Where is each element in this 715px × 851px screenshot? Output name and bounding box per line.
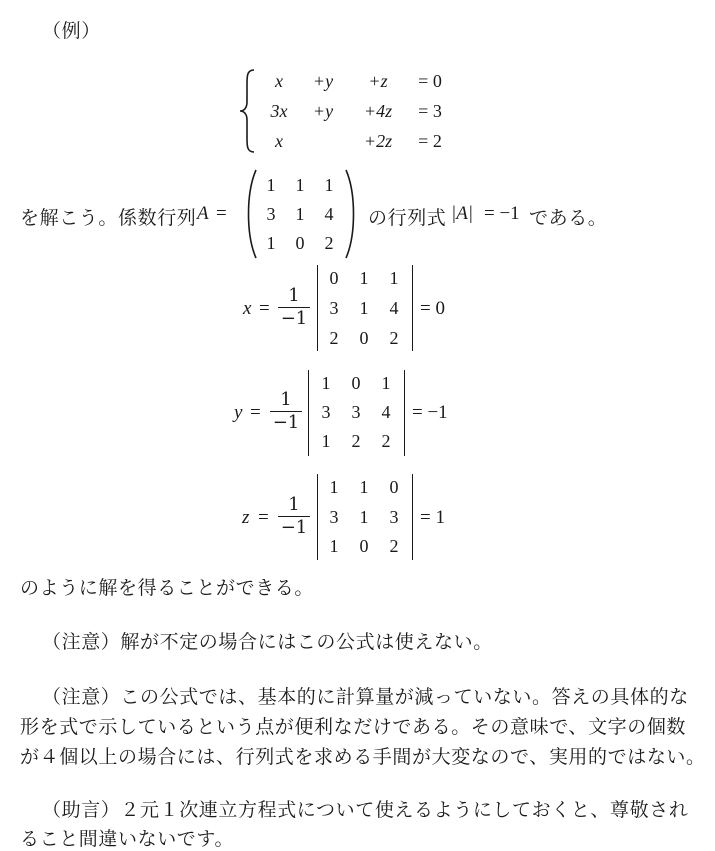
sx-r3-c1: 2 (329, 328, 339, 348)
solution-y-det-right-bar (404, 370, 405, 456)
sz-r2-c1: 3 (329, 507, 339, 527)
sy-r3-c3: 2 (381, 431, 391, 451)
sys-r3-c1: x (275, 131, 283, 151)
sys-r3-c3: +2z (363, 131, 393, 151)
sys-r2-c4: = 3 (418, 101, 442, 121)
sy-r3-c2: 2 (351, 431, 361, 451)
solution-x-numerator: 1 (278, 285, 310, 308)
solution-y-denominator: −1 (272, 412, 300, 433)
sx-r1-c3: 1 (389, 268, 399, 288)
sy-r3-c1: 1 (321, 431, 331, 451)
coef-prefix: を解こう。係数行列 (20, 207, 197, 229)
coef-mid: の行列式 (368, 207, 447, 229)
note-2-line-2: 形を式で示しているという点が便利なだけである。その意味で、文字の個数 (20, 716, 687, 738)
sys-r3-c4: = 2 (418, 131, 442, 151)
solution-z-det-left-bar (317, 474, 318, 560)
solution-x-denominator: −1 (280, 308, 308, 329)
sx-r2-c1: 3 (329, 298, 339, 318)
left-brace (238, 68, 258, 154)
sx-r2-c2: 1 (359, 298, 369, 318)
solution-x-det-left-bar (317, 265, 318, 351)
sx-r2-c3: 4 (389, 298, 399, 318)
sz-r2-c3: 3 (389, 507, 399, 527)
right-paren (343, 168, 359, 260)
coef-suffix: である。 (529, 207, 608, 229)
coef-r2-c1: 3 (266, 204, 276, 224)
coef-r3-c3: 2 (324, 233, 334, 253)
solution-z-result: = 1 (420, 507, 445, 528)
sys-r2-c3: +4z (363, 101, 393, 121)
coef-r1-c1: 1 (266, 175, 276, 195)
example-label: （例） (42, 20, 101, 42)
sys-r1-c4: = 0 (418, 71, 442, 91)
sx-r3-c3: 2 (389, 328, 399, 348)
sy-r1-c3: 1 (381, 373, 391, 393)
note-2-line-3: が４個以上の場合には、行列式を求める手間が大変なので、実用的ではない。 (20, 746, 706, 768)
matrix-A-equals: = (216, 203, 227, 224)
sz-r3-c1: 1 (329, 536, 339, 556)
sys-r1-c1: x (275, 71, 283, 91)
solution-x-result: = 0 (420, 298, 445, 319)
conclusion-text: のように解を得ることができる。 (20, 577, 315, 599)
coef-r2-c3: 4 (324, 204, 334, 224)
solution-x-det-right-bar (412, 265, 413, 351)
matrix-A-symbol: A (197, 203, 209, 224)
solution-y-numerator: 1 (270, 389, 302, 412)
sys-r1-c2: +y (312, 71, 334, 91)
sy-r2-c1: 3 (321, 402, 331, 422)
solution-y-result: = −1 (412, 402, 448, 423)
det-A-value: = −1 (484, 203, 520, 224)
sz-r3-c3: 2 (389, 536, 399, 556)
note-1: （注意）解が不定の場合にはこの公式は使えない。 (42, 631, 493, 653)
coef-r1-c3: 1 (324, 175, 334, 195)
solution-x-var: x (243, 298, 252, 319)
sz-r1-c2: 1 (359, 477, 369, 497)
sz-r1-c3: 0 (389, 477, 399, 497)
solution-x-equals: = (259, 298, 270, 319)
solution-z-denominator: −1 (280, 517, 308, 538)
sys-r2-c1: 3x (270, 101, 288, 121)
sz-r2-c2: 1 (359, 507, 369, 527)
note-2-line-1: （注意）この公式では、基本的に計算量が減っていない。答えの具体的な (42, 686, 689, 708)
sy-r1-c2: 0 (351, 373, 361, 393)
solution-z-det-right-bar (412, 474, 413, 560)
sz-r3-c2: 0 (359, 536, 369, 556)
coef-r3-c1: 1 (266, 233, 276, 253)
coef-r1-c2: 1 (295, 175, 305, 195)
advice-line-1: （助言）２元１次連立方程式について使えるようにしておくと、尊敬され (42, 799, 689, 821)
solution-z-var: z (242, 507, 250, 528)
solution-y-fraction (270, 389, 302, 434)
solution-z-fraction (278, 494, 310, 539)
solution-z-numerator: 1 (278, 494, 310, 517)
sys-r2-c2: +y (312, 101, 334, 121)
coef-r2-c2: 1 (295, 204, 305, 224)
solution-y-det-left-bar (308, 370, 309, 456)
left-paren (243, 168, 259, 260)
solution-y-var: y (234, 402, 243, 423)
solution-x-fraction (278, 285, 310, 330)
sy-r2-c2: 3 (351, 402, 361, 422)
solution-z-equals: = (258, 507, 269, 528)
sx-r3-c2: 0 (359, 328, 369, 348)
solution-y-equals: = (250, 402, 261, 423)
sy-r2-c3: 4 (381, 402, 391, 422)
coef-r3-c2: 0 (295, 233, 305, 253)
sz-r1-c1: 1 (329, 477, 339, 497)
advice-line-2: ること間違いないです。 (20, 828, 235, 850)
sys-r1-c3: +z (368, 71, 388, 91)
sy-r1-c1: 1 (321, 373, 331, 393)
sx-r1-c2: 1 (359, 268, 369, 288)
det-A-symbol: |A| (451, 203, 474, 224)
sx-r1-c1: 0 (329, 268, 339, 288)
